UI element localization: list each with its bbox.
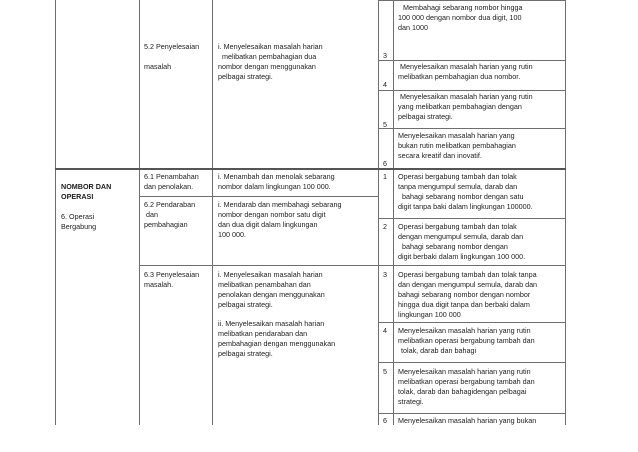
standard-5-2-line2: masalah bbox=[144, 62, 172, 71]
objective-6-3-i-line2: melibatkan penambahan dan bbox=[218, 280, 311, 289]
criteria-text: melibatkan operasi bergabung tambah dan bbox=[398, 377, 535, 386]
criteria-text: Menyelesaikan masalah harian yang bukan bbox=[398, 416, 537, 425]
topic-title-line2: OPERASI bbox=[61, 192, 94, 201]
criteria-text: dan 1000 bbox=[398, 23, 428, 32]
criteria-text: melibatkan operasi bergabung tambah dan bbox=[398, 336, 535, 345]
objective-6-2-line1: i. Mendarab dan membahagi sebarang bbox=[218, 200, 342, 209]
objective-5-2-line3: nombor dengan menggunakan bbox=[218, 62, 316, 71]
border-col-objective bbox=[212, 0, 213, 425]
criteria-text: pelbagai strategi. bbox=[398, 112, 453, 121]
divider-5-2-l4 bbox=[378, 90, 566, 91]
divider-6-3-l5 bbox=[378, 413, 566, 414]
criteria-text: Menyelesaikan masalah harian yang rutin bbox=[398, 367, 531, 376]
criteria-text: secara kreatif dan inovatif. bbox=[398, 151, 482, 160]
criteria-text: tolak, darab dan bahagi bbox=[401, 346, 477, 355]
standard-6-3-line2: masalah. bbox=[144, 280, 174, 289]
objective-6-3-i-line4: pelbagai strategi. bbox=[218, 300, 273, 309]
divider-6-1-obj bbox=[212, 196, 379, 197]
criteria-text: 100 000 dengan nombor dua digit, 100 bbox=[398, 13, 522, 22]
criteria-text: Menyelesaikan masalah harian yang rutin bbox=[400, 92, 533, 101]
standard-6-2-line3: pembahagian bbox=[144, 220, 188, 229]
criteria-text: yang melibatkan pembahagian dengan bbox=[398, 102, 522, 111]
divider-6-2 bbox=[139, 265, 566, 266]
divider-6-3-l3 bbox=[378, 322, 566, 323]
criteria-text: digit tanpa baki dalam lingkungan 100000. bbox=[398, 202, 533, 211]
criteria-text: Operasi bergabung tambah dan tolak bbox=[398, 172, 517, 181]
divider-l1-l2 bbox=[378, 218, 566, 219]
divider-5-2-l5 bbox=[378, 128, 566, 129]
topic-title-line1: NOMBOR DAN bbox=[61, 182, 112, 191]
objective-6-2-line2: nombor dengan nombor satu digit bbox=[218, 210, 326, 219]
criteria-text: lingkungan 100 000 bbox=[398, 310, 461, 319]
level-number: 1 bbox=[383, 172, 387, 181]
criteria-text: hingga dua digit tanpa dan berbaki dalam bbox=[398, 300, 530, 309]
criteria-text: strategi. bbox=[398, 397, 424, 406]
criteria-text: tanpa mengumpul semula, darab dan bbox=[398, 182, 518, 191]
objective-5-2-line2: melibatkan pembahagian dua bbox=[222, 52, 317, 61]
standard-6-1-line2: dan penolakan. bbox=[144, 182, 194, 191]
standard-6-3-line1: 6.3 Penyelesaian bbox=[144, 270, 200, 279]
criteria-text: Menyelesaikan masalah harian yang rutin bbox=[398, 326, 531, 335]
criteria-text: Menyelesaikan masalah harian yang bbox=[398, 131, 515, 140]
level-number: 6 bbox=[383, 416, 387, 425]
criteria-text: Menyelesaikan masalah harian yang rutin bbox=[400, 62, 533, 71]
topic-sub-line1: 6. Operasi bbox=[61, 212, 95, 221]
criteria-text: dengan mengumpul semula, darab dan bbox=[398, 232, 524, 241]
level-number: 3 bbox=[383, 270, 387, 279]
level-number: 4 bbox=[383, 326, 387, 335]
level-number: 5 bbox=[383, 367, 387, 376]
border-col-standard bbox=[139, 0, 140, 425]
criteria-text: Operasi bergabung tambah dan tolak tanpa bbox=[398, 270, 537, 279]
level-number: 4 bbox=[383, 80, 387, 89]
standard-6-1-line1: 6.1 Penambahan bbox=[144, 172, 199, 181]
objective-6-3-ii-line1: ii. Menyelesaikan masalah harian bbox=[218, 319, 325, 328]
standard-5-2-line1: 5.2 Penyelesaian bbox=[144, 42, 200, 51]
level-number: 2 bbox=[383, 222, 387, 231]
objective-6-3-i-line1: i. Menyelesaikan masalah harian bbox=[218, 270, 323, 279]
objective-6-1-line2: nombor dalam lingkungan 100 000. bbox=[218, 182, 331, 191]
objective-5-2-line1: i. Menyelesaikan masalah harian bbox=[218, 42, 323, 51]
criteria-text: Operasi bergabung tambah dan tolak bbox=[398, 222, 517, 231]
border-top bbox=[378, 0, 566, 1]
level-number: 3 bbox=[383, 51, 387, 60]
divider-6-3-l4 bbox=[378, 362, 566, 363]
objective-6-2-line4: 100 000. bbox=[218, 230, 246, 239]
standard-6-2-line1: 6.2 Pendaraban bbox=[144, 200, 196, 209]
objective-6-2-line3: dan dua digit dalam lingkungan bbox=[218, 220, 318, 229]
objective-6-3-ii-line3: pembahagian dengan menggunakan bbox=[218, 339, 336, 348]
objective-6-1-line1: i. Menambah dan menolak sebarang bbox=[218, 172, 335, 181]
criteria-text: tolak, darab dan bahagidengan pelbagai bbox=[398, 387, 527, 396]
objective-5-2-line4: pelbagai strategi. bbox=[218, 72, 273, 81]
divider-section bbox=[55, 168, 566, 170]
criteria-text: dan dengan mengumpul semula, darab dan bbox=[398, 280, 538, 289]
divider-5-2-l3 bbox=[378, 60, 566, 61]
level-number: 5 bbox=[383, 120, 387, 129]
objective-6-3-ii-line4: pelbagai strategi. bbox=[218, 349, 273, 358]
border-left bbox=[55, 0, 56, 425]
criteria-text: melibatkan pembahagian dua nombor. bbox=[398, 72, 521, 81]
criteria-text: bahagi sebarang nombor dengan bbox=[402, 242, 508, 251]
objective-6-3-ii-line2: melibatkan pendaraban dan bbox=[218, 329, 308, 338]
criteria-text: bukan rutin melibatkan pembahagian bbox=[398, 141, 516, 150]
level-number: 6 bbox=[383, 159, 387, 168]
criteria-text: bahagi sebarang nombor dengan nombor bbox=[398, 290, 531, 299]
objective-6-3-i-line3: penolakan dengan menggunakan bbox=[218, 290, 325, 299]
standard-6-2-line2: dan bbox=[146, 210, 158, 219]
criteria-text: Membahagi sebarang nombor hingga bbox=[403, 3, 523, 12]
criteria-text: bahagi sebarang nombor dengan satu bbox=[402, 192, 524, 201]
topic-sub-line2: Bergabung bbox=[61, 222, 97, 231]
divider-6-1 bbox=[139, 196, 213, 197]
criteria-text: digit berbaki dalam lingkungan 100 000. bbox=[398, 252, 526, 261]
